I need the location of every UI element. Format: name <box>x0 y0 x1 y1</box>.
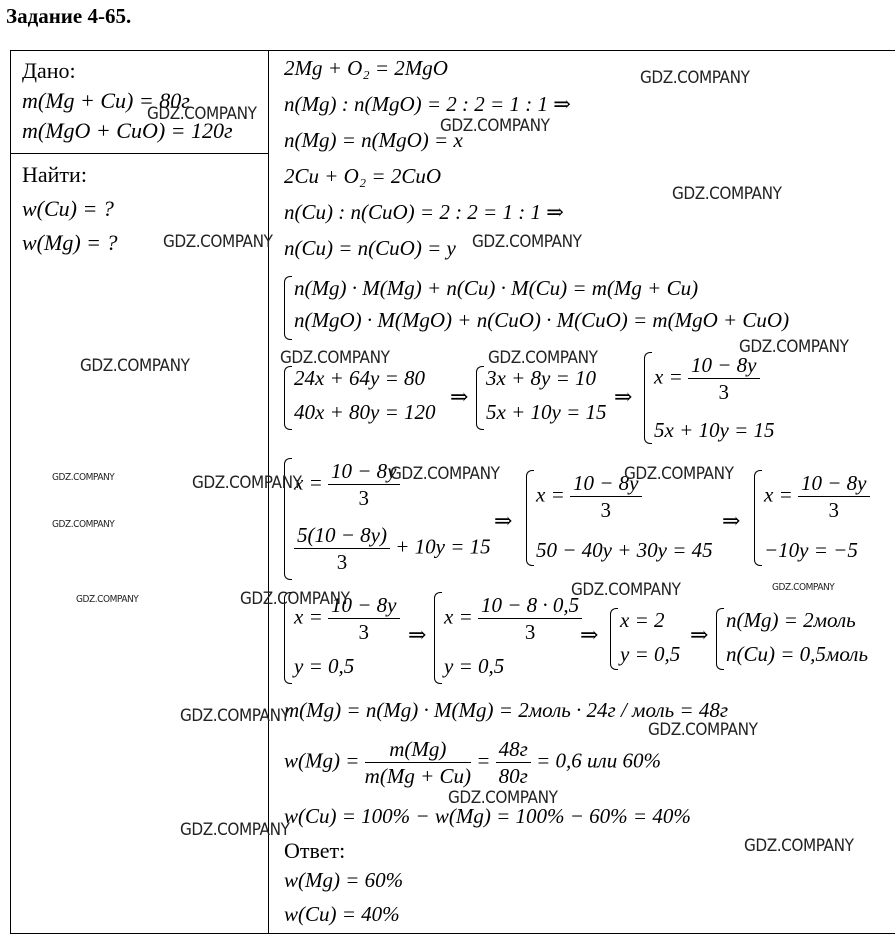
fraction-numerator: 10 − 8y <box>570 470 642 497</box>
w-mg-calc <box>284 736 661 789</box>
fraction <box>688 352 760 405</box>
system-simplified-row-1: 3x + 8y = 10 <box>486 366 596 390</box>
system-express-x-row-2: 5x + 10y = 15 <box>654 418 775 442</box>
moles-cu: n(Cu) = 0,5моль <box>726 642 869 666</box>
watermark: GDZ.COMPANY <box>147 104 257 124</box>
watermark: GDZ.COMPANY <box>163 232 273 252</box>
watermark: GDZ.COMPANY <box>624 464 734 484</box>
equals: = <box>476 748 491 773</box>
fraction-denominator: 3 <box>718 380 729 404</box>
fraction <box>496 736 531 789</box>
system-brace <box>610 608 618 670</box>
system-expanded <box>526 470 726 566</box>
fraction-numerator: 10 − 8 · 0,5 <box>478 592 582 619</box>
implies-arrow: ⇒ <box>690 622 709 647</box>
implies-arrow: ⇒ <box>450 384 469 409</box>
watermark: GDZ.COMPANY <box>192 473 302 493</box>
fraction-denominator: 3 <box>358 620 369 644</box>
system-brace <box>284 366 292 430</box>
task-title: Задание 4-65. <box>6 4 132 28</box>
watermark: GDZ.COMPANY <box>472 232 582 252</box>
fraction-denominator: m(Mg + Cu) <box>364 764 471 788</box>
system-numeric <box>284 366 454 430</box>
answer-w-cu: w(Cu) = 40% <box>284 902 400 926</box>
watermark: GDZ.COMPANY <box>240 589 350 609</box>
system-numeric-row-1: 24x + 64y = 80 <box>294 366 425 390</box>
w-mg-result: = 0,6 или 60% <box>536 748 661 773</box>
system-y-found-row-2: y = 0,5 <box>294 654 355 678</box>
system-general-row-2: n(MgO) · M(MgO) + n(CuO) · M(CuO) = m(MgO + CuO) <box>294 308 790 332</box>
x-eq: x = <box>536 482 565 507</box>
solution-x: x = 2 <box>620 608 665 632</box>
watermark: GDZ.COMPANY <box>76 594 139 605</box>
system-brace <box>476 366 484 430</box>
fraction-numerator: 10 − 8y <box>798 470 870 497</box>
fraction <box>478 592 582 645</box>
ratio-cu: n(Cu) : n(CuO) = 2 : 2 = 1 : 1 ⇒ <box>284 200 564 224</box>
fraction-numerator: 10 − 8y <box>688 352 760 379</box>
watermark: GDZ.COMPANY <box>280 348 390 368</box>
system-express-x <box>644 352 794 444</box>
implies-arrow: ⇒ <box>722 508 741 533</box>
find-label: Найти: <box>22 162 87 187</box>
ratio-mg: n(Mg) : n(MgO) = 2 : 2 = 1 : 1 ⇒ <box>284 92 571 116</box>
watermark: GDZ.COMPANY <box>80 356 190 376</box>
given-label: Дано: <box>22 58 76 83</box>
answer-label: Ответ: <box>284 838 346 863</box>
watermark: GDZ.COMPANY <box>180 820 290 840</box>
system-simplified-row-2: 5x + 10y = 15 <box>486 400 607 424</box>
given-block <box>22 56 233 146</box>
equation-tail: + 10y = 15 <box>395 534 491 559</box>
system-brace <box>644 352 652 444</box>
system-general <box>284 276 844 340</box>
system-brace <box>754 470 762 566</box>
watermark: GDZ.COMPANY <box>180 706 290 726</box>
fraction <box>294 522 390 575</box>
watermark: GDZ.COMPANY <box>744 836 854 856</box>
system-simplified <box>476 366 616 430</box>
x-eq: x = <box>444 604 473 629</box>
fraction-numerator: m(Mg) <box>365 736 471 763</box>
fraction-numerator: 48г <box>496 736 531 763</box>
fraction-denominator: 80г <box>498 764 528 788</box>
watermark: GDZ.COMPANY <box>440 116 550 136</box>
fraction-denominator: 3 <box>828 498 839 522</box>
x-eq: x = <box>294 604 323 629</box>
system-substituted-y <box>434 592 584 684</box>
system-general-row-1: n(Mg) · M(Mg) + n(Cu) · M(Cu) = m(Mg + Cu) <box>294 276 699 300</box>
watermark: GDZ.COMPANY <box>52 519 115 530</box>
cu-moles-y: n(Cu) = n(CuO) = y <box>284 236 456 260</box>
system-solution <box>610 608 700 670</box>
fraction-numerator: 10 − 8y <box>328 592 400 619</box>
solution-y: y = 0,5 <box>620 642 681 666</box>
fraction-denominator: 3 <box>336 550 348 574</box>
w-cu-calc: w(Cu) = 100% − w(Mg) = 100% − 60% = 40% <box>284 804 691 828</box>
moles-mg: n(Mg) = 2моль <box>726 608 856 632</box>
watermark: GDZ.COMPANY <box>772 582 835 593</box>
fraction-numerator: 5(10 − 8y) <box>294 522 390 549</box>
fraction-denominator: 3 <box>524 620 536 644</box>
system-brace <box>716 608 724 670</box>
find-w-mg: w(Mg) = ? <box>22 230 118 255</box>
fraction-denominator: 3 <box>358 486 369 510</box>
system-brace <box>434 592 442 684</box>
watermark: GDZ.COMPANY <box>571 580 681 600</box>
fraction-numerator: 10 − 8y <box>328 458 400 485</box>
watermark: GDZ.COMPANY <box>390 464 500 484</box>
fraction-denominator: 3 <box>600 498 611 522</box>
system-substituted-y-row-2: y = 0,5 <box>444 654 505 678</box>
answer-w-mg: w(Mg) = 60% <box>284 868 404 892</box>
table-row-divider <box>10 153 268 154</box>
implies-arrow: ⇒ <box>614 384 633 409</box>
watermark: GDZ.COMPANY <box>672 184 782 204</box>
watermark: GDZ.COMPANY <box>52 472 115 483</box>
watermark: GDZ.COMPANY <box>648 720 758 740</box>
x-eq: x = <box>294 470 323 495</box>
watermark: GDZ.COMPANY <box>448 788 558 808</box>
system-expanded-row-2: 50 − 40y + 30y = 45 <box>536 538 713 562</box>
implies-arrow: ⇒ <box>494 508 513 533</box>
x-eq: x = <box>764 482 793 507</box>
watermark: GDZ.COMPANY <box>488 348 598 368</box>
given-mass-oxides: m(MgO + CuO) = 120г <box>22 118 233 143</box>
system-brace <box>284 276 292 340</box>
equation-cu-oxidation: 2Cu + O₂ = 2CuO <box>284 164 441 188</box>
x-eq: x = <box>654 364 683 389</box>
implies-arrow: ⇒ <box>408 622 427 647</box>
find-w-cu: w(Cu) = ? <box>22 196 114 221</box>
fraction <box>798 470 870 523</box>
system-brace <box>526 470 534 566</box>
system-reduced-row-2: −10y = −5 <box>764 538 858 562</box>
implies-arrow: ⇒ <box>580 622 599 647</box>
mg-moles-x: n(Mg) = n(MgO) = x <box>284 128 463 152</box>
find-block <box>22 158 118 260</box>
system-reduced <box>754 470 884 566</box>
mass-mg-calc: m(Mg) = n(Mg) · M(Mg) = 2моль · 24г / моль = 48г <box>284 698 729 722</box>
watermark: GDZ.COMPANY <box>739 337 849 357</box>
w-mg-label: w(Mg) = <box>284 748 360 773</box>
system-moles <box>716 608 892 670</box>
fraction <box>328 458 400 511</box>
given-mass-metals: m(Mg + Cu) = 80г <box>22 88 190 113</box>
watermark: GDZ.COMPANY <box>640 68 750 88</box>
equation-mg-oxidation: 2Mg + O₂ = 2MgO <box>284 56 448 80</box>
system-numeric-row-2: 40x + 80y = 120 <box>294 400 436 424</box>
fraction <box>365 736 471 789</box>
